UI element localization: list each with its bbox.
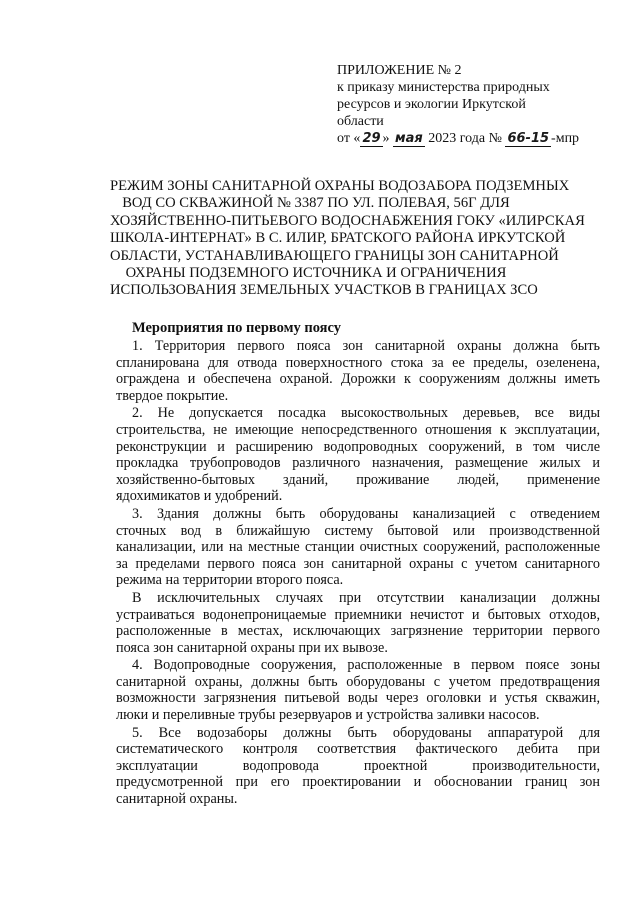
appendix-line: области [337,114,384,129]
paragraph-line: реконструкции и расширению водопроводных сооружений, в том числе [116,438,600,455]
appendix-block [337,62,597,147]
paragraph-line: расположенные в местах, исключающих загрязнение территории первого [116,623,600,640]
paragraph-line: ядохимикатов и удобрений. [116,488,283,505]
paragraph-line: режима на территории второго пояса. [116,572,344,589]
title-line: ШКОЛА-ИНТЕРНАТ» В С. ИЛИР, БРАТСКОГО РАЙОНА ИРКУТСКОЙ [110,230,566,247]
appendix-date-line: от « 29 » мая 2023 года № 66-15 -мпр [337,131,580,146]
section-heading: Мероприятия по первому поясу [132,320,342,336]
paragraph [116,657,600,723]
title-line: ОБЛАСТИ, УСТАНАВЛИВАЮЩЕГО ГРАНИЦЫ ЗОН САНИТАРНОЙ [110,247,559,264]
paragraph-line: хозяйственно-бытовых зданий, проживание людей, применение [116,471,600,488]
paragraph-line: твердое покрытие. [116,387,229,404]
paragraph-line: В исключительных случаях при отсутствии канализации должны [132,589,600,606]
handwritten-number: 66-15 [507,131,550,146]
paragraph-line: предусмотренной при его проектировании и обосновании границ зон [116,774,600,791]
paragraph-line: эксплуатации водопровода проектной производительности, [116,757,600,774]
paragraph [116,338,600,404]
paragraph [116,405,600,505]
paragraph [116,590,600,656]
paragraph-line: пояса зон санитарной охраны при их вывозе. [116,639,388,656]
paragraph-line: санитарной охраны. [116,791,238,808]
appendix-line: ресурсов и экологии Иркутской [337,97,526,112]
paragraph-line: спланирована для отвода поверхностного стока за ее пределы, озеленена, [116,354,600,371]
title-line: ОХРАНЫ ПОДЗЕМНОГО ИСТОЧНИКА И ОГРАНИЧЕНИЯ [125,265,507,282]
appendix-line: к приказу министерства природных [337,80,550,95]
paragraph-line: за пределами первого пояса зон санитарной охраны с учетом санитарного [116,555,600,572]
document-title [110,178,585,300]
paragraph-line: прокладка трубопроводов различного назначения, размещение жилых и [116,455,600,472]
paragraph-line: 5. Все водозаборы должны быть оборудованы аппаратурой для [132,724,600,741]
paragraph-line: сточных вод в ближайшую систему бытовой или производственной [116,522,600,539]
title-line: ИСПОЛЬЗОВАНИЯ ЗЕМЕЛЬНЫХ УЧАСТКОВ В ГРАНИЦАХ ЗСО [110,282,538,299]
paragraph-line: канализации, или на местные станции очистных сооружений, расположенные [116,539,600,556]
document-body [116,338,600,809]
handwritten-day: 29 [362,131,381,146]
paragraph-line: 2. Не допускается посадка высокоствольных деревьев, все виды [132,405,600,422]
paragraph-line: люки и переливные трубы резервуаров и устройства заливки насосов. [116,707,540,724]
paragraph-line: систематического контроля соответствия фактического дебита при [116,741,600,758]
paragraph [116,506,600,589]
title-line: ХОЗЯЙСТВЕННО-ПИТЬЕВОГО ВОДОСНАБЖЕНИЯ ГОКУ «ИЛИРСКАЯ [110,212,585,229]
paragraph-line: санитарной охраны, должны быть оборудованы с учетом предотвращения [116,673,600,690]
paragraph-line: 4. Водопроводные сооружения, расположенные в первом поясе зоны [132,657,600,674]
paragraph-line: 1. Территория первого пояса зон санитарной охраны должна быть [132,338,600,354]
paragraph [116,725,600,808]
title-line: ВОД СО СКВАЖИНОЙ № 3387 ПО УЛ. ПОЛЕВАЯ, 56Г ДЛЯ [122,195,510,212]
title-line: РЕЖИМ ЗОНЫ САНИТАРНОЙ ОХРАНЫ ВОДОЗАБОРА ПОДЗЕМНЫХ [110,178,570,194]
handwritten-month: мая [395,131,423,146]
paragraph-line: устраиваться водонепроницаемые приемники нечистот и бытовых отходов, [116,606,600,623]
paragraph-line: строительства, не имеющие непосредственного отношения к эксплуатации, [116,421,600,438]
paragraph-line: 3. Здания должны быть оборудованы канализацией с отведением [132,505,600,522]
appendix-title: ПРИЛОЖЕНИЕ № 2 [337,63,462,78]
paragraph-line: возможности загрязнения питьевой воды через оголовки и устья скважин, [116,690,600,707]
paragraph-line: ограждена и обеспечена охраной. Дорожки к сооружениям должны иметь [116,371,600,388]
